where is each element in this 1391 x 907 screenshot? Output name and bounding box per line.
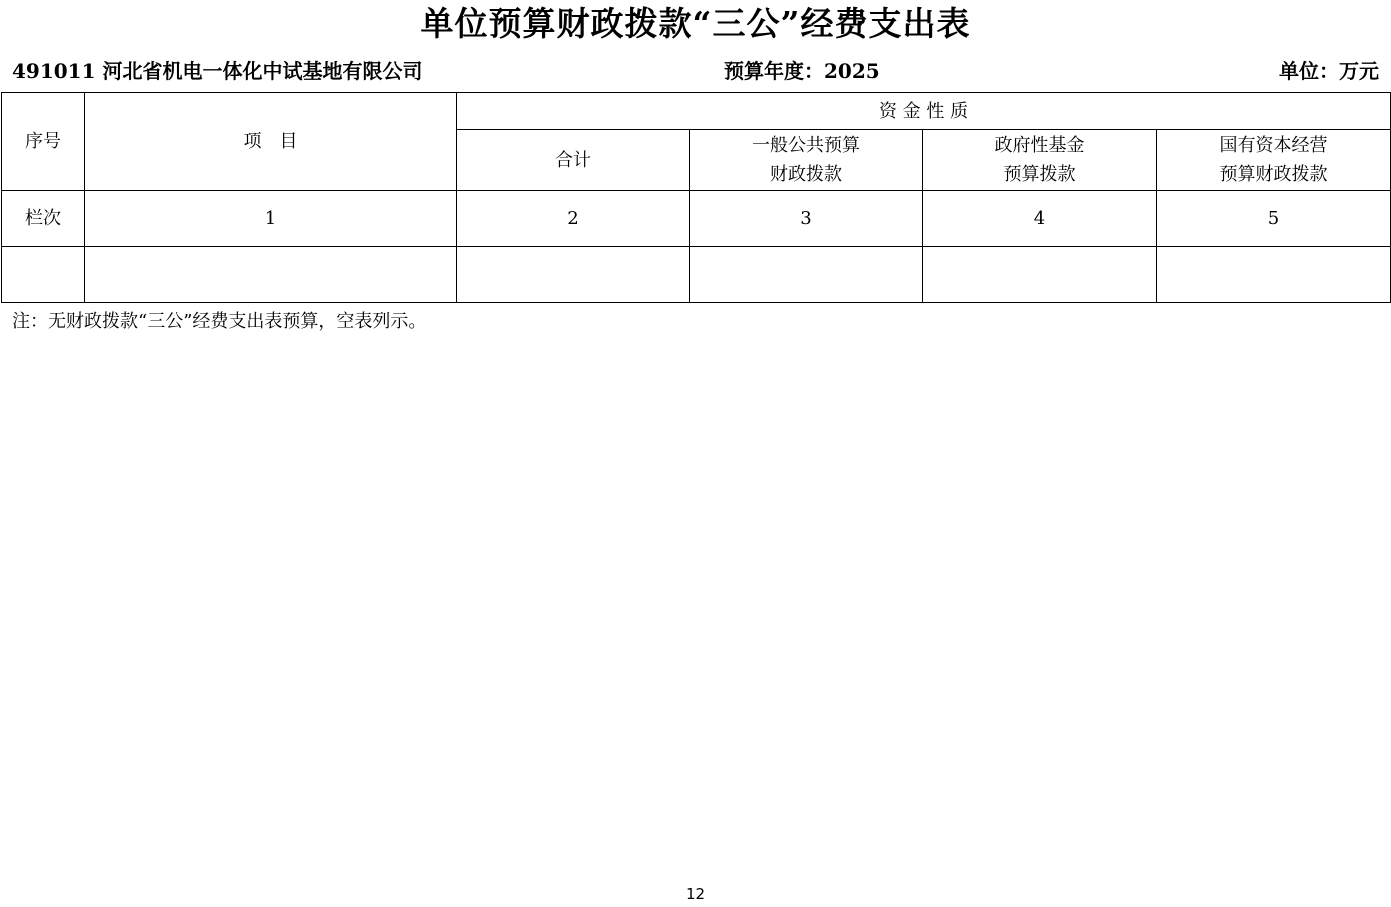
header-col-gov-fund-line2: 预算拨款 (1003, 164, 1076, 185)
page-title: 单位预算财政拨款“三公”经费支出表 (420, 4, 971, 43)
table-cell-state-capital (1157, 247, 1391, 303)
table-note: 注：无财政拨款“三公”经费支出表预算，空表列示。 (12, 311, 427, 332)
header-col-total-line1: 合计 (555, 149, 591, 171)
table-cell-total (457, 247, 690, 303)
three-public-expenditure-table (1, 92, 1391, 303)
table-cell-item (85, 247, 457, 303)
column-index-5: 5 (1157, 191, 1391, 247)
header-col-general-budget-line1: 一般公共预算 (752, 135, 860, 156)
column-index-row (2, 191, 1391, 247)
header-col-state-capital (1157, 130, 1391, 191)
table-cell-general-budget (690, 247, 923, 303)
column-index-3: 3 (690, 191, 923, 247)
table-row (2, 247, 1391, 303)
budget-year: 预算年度：2025 (724, 59, 880, 83)
header-seq: 序号 (2, 93, 85, 191)
column-index-label: 栏次 (2, 191, 85, 247)
header-col-gov-fund-line1: 政府性基金 (994, 135, 1085, 156)
header-col-state-capital-line1: 国有资本经营 (1219, 135, 1328, 156)
table-cell-seq (2, 247, 85, 303)
header-item (85, 93, 457, 191)
header-col-total (457, 130, 690, 191)
header-funding-nature: 资 金 性 质 (457, 93, 1391, 130)
header-col-gov-fund (923, 130, 1157, 191)
header-col-state-capital-line2: 预算财政拨款 (1219, 164, 1328, 185)
page-number: 12 (685, 885, 706, 903)
column-index-4: 4 (923, 191, 1157, 247)
header-col-general-budget-line2: 财政拨款 (770, 164, 842, 185)
header-item-label: 项 目 (243, 131, 298, 152)
header-col-general-budget (690, 130, 923, 191)
organization-name: 491011 河北省机电一体化中试基地有限公司 (12, 59, 423, 83)
column-index-1: 1 (85, 191, 457, 247)
column-index-2: 2 (457, 191, 690, 247)
currency-unit: 单位：万元 (1279, 59, 1379, 83)
table-cell-gov-fund (923, 247, 1157, 303)
header-row-top (2, 93, 1391, 130)
